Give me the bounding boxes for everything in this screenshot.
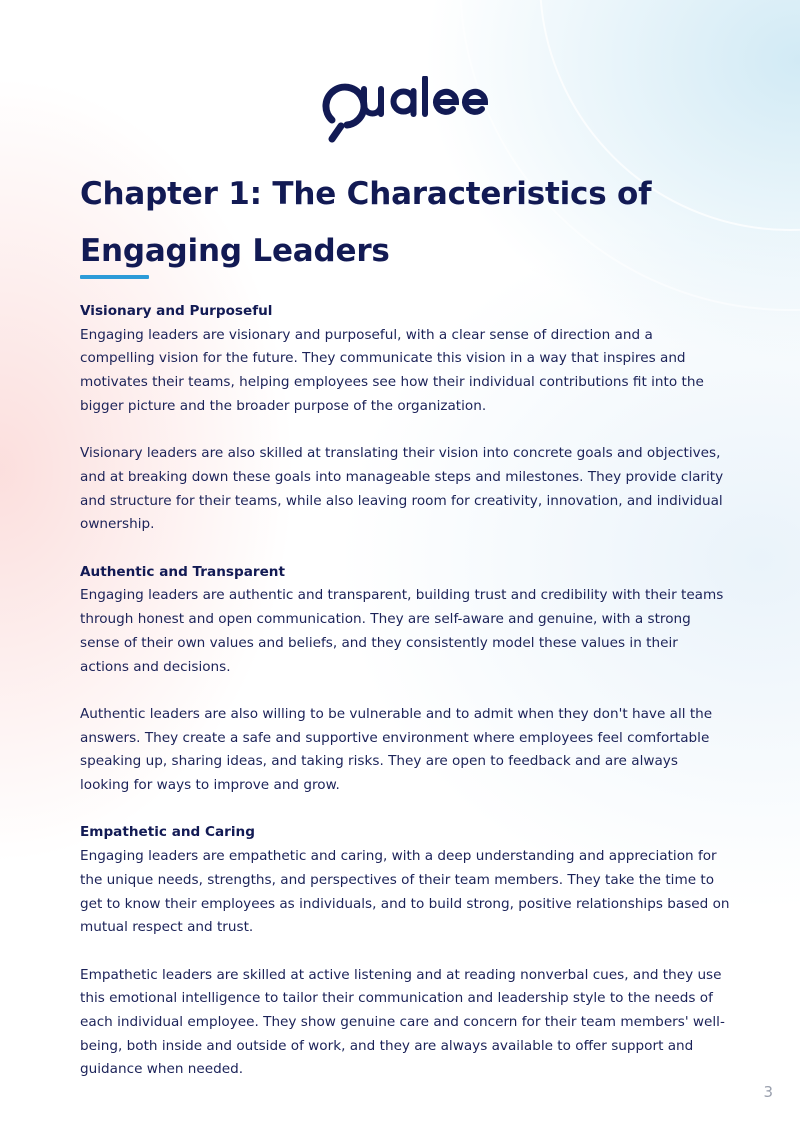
section-heading: Visionary and Purposeful <box>80 303 273 319</box>
chapter-body <box>80 300 730 1082</box>
section-empathetic-caring <box>80 821 730 1082</box>
paragraph: Engaging leaders are authentic and transparent, building trust and credibility with their teams through honest and open communication. They are self-aware and genuine, with a strong sense of their own values and beliefs, and they consistently model these values in their actions and decisions. <box>80 587 724 675</box>
section-heading: Authentic and Transparent <box>80 563 285 580</box>
paragraph: Engaging leaders are visionary and purposeful, with a clear sense of direction and a compelling vision for the future. They communicate this vision in a way that inspires and motivates their teams, helping employees see how their individual contributions fit into the bigger picture and the broader purpose of the organization. <box>80 326 704 414</box>
section-heading: Empathetic and Caring <box>80 824 255 841</box>
qualee-logo <box>312 76 490 144</box>
section-visionary-purposeful <box>80 300 730 537</box>
section-authentic-transparent <box>80 561 730 798</box>
page-number: 3 <box>763 1083 773 1101</box>
paragraph: Empathetic leaders are skilled at active listening and at reading nonverbal cues, and they use this emotional intelligence to tailor their communication and leadership style to the needs of each individual employee. They show genuine care and concern for their team members' well-being, both inside and outside of work, and they are always available to offer support and guidance when needed. <box>80 966 725 1078</box>
paragraph: Engaging leaders are empathetic and caring, with a deep understanding and appreciation for the unique needs, strengths, and perspectives of their team members. They take the time to get to know their employees as individuals, and to build strong, positive relationships based on mutual respect and trust. <box>80 848 730 936</box>
chapter-title: Chapter 1: The Characteristics of Engaging Leaders <box>80 176 652 269</box>
paragraph: Authentic leaders are also willing to be vulnerable and to admit when they don't have all the answers. They create a safe and supportive environment where employees feel comfortable speaking up, sharing ideas, and taking risks. They are open to feedback and are always looking for ways to improve and grow. <box>80 705 713 794</box>
title-underline <box>80 275 149 279</box>
paragraph: Visionary leaders are also skilled at translating their vision into concrete goals and objectives, and at breaking down these goals into manageable steps and milestones. They provide clarity and structure for their teams, while also leaving room for creativity, innovation, and individual ownership. <box>80 445 724 533</box>
